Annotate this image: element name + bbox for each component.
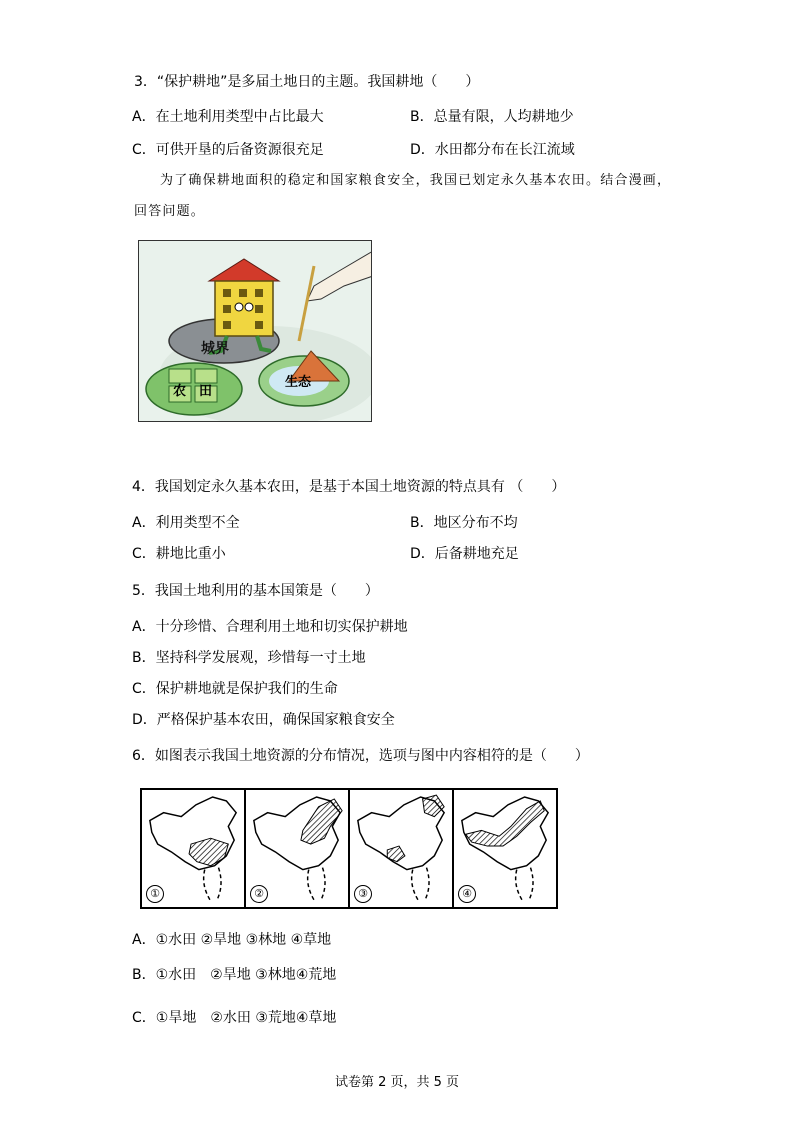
q4-option-d: D．后备耕地充足	[410, 546, 519, 562]
page-footer: 试卷第 2 页，共 5 页	[334, 1075, 460, 1090]
q5-option-d: D．严格保护基本农田，确保国家粮食安全	[132, 712, 395, 728]
map-1	[142, 790, 246, 907]
q6-option-a: A．①水田 ②旱地 ③林地 ④草地	[132, 932, 332, 948]
cartoon-image	[138, 240, 372, 422]
map-number-4: ④	[458, 885, 476, 903]
q6-option-b: B．①水田 ②旱地 ③林地④荒地	[132, 967, 337, 983]
q6-option-c: C．①旱地 ②水田 ③荒地④草地	[132, 1010, 337, 1026]
land-distribution-maps	[140, 788, 558, 909]
map-number-3: ③	[354, 885, 372, 903]
map-3	[350, 790, 454, 907]
q3-option-c: C．可供开垦的后备资源很充足	[132, 142, 324, 158]
cartoon-label-farm-2: 田	[199, 384, 213, 399]
intro-line-1: 为了确保耕地面积的稳定和国家粮食安全，我国已划定永久基本农田。结合漫画，	[160, 173, 672, 188]
map-2	[246, 790, 350, 907]
cartoon-label-eco: 生态	[285, 375, 312, 390]
map-4	[454, 790, 556, 907]
q4-option-c: C．耕地比重小	[132, 546, 226, 562]
intro-line-2: 回答问题。	[134, 204, 206, 219]
q4-stem: 4．我国划定永久基本农田，是基于本国土地资源的特点具有 （ ）	[132, 479, 566, 495]
q5-option-b: B．坚持科学发展观，珍惜每一寸土地	[132, 650, 366, 666]
q3-option-b: B．总量有限，人均耕地少	[410, 109, 574, 125]
q3-option-a: A．在土地利用类型中占比最大	[132, 109, 324, 125]
q3-stem: 3．“保护耕地”是多届土地日的主题。我国耕地（ ）	[134, 74, 480, 90]
map-number-1: ①	[146, 885, 164, 903]
q5-option-c: C．保护耕地就是保护我们的生命	[132, 681, 338, 697]
q4-option-a: A．利用类型不全	[132, 515, 240, 531]
cartoon-label-farm-1: 农	[173, 384, 187, 399]
map-number-2: ②	[250, 885, 268, 903]
q6-stem: 6．如图表示我国土地资源的分布情况，选项与图中内容相符的是（ ）	[132, 748, 589, 764]
cartoon-label-city: 城界	[201, 341, 229, 357]
q4-option-b: B．地区分布不均	[410, 515, 518, 531]
q5-stem: 5．我国土地利用的基本国策是（ ）	[132, 583, 379, 599]
q3-option-d: D．水田都分布在长江流域	[410, 142, 575, 158]
q5-option-a: A．十分珍惜、合理利用土地和切实保护耕地	[132, 619, 408, 635]
